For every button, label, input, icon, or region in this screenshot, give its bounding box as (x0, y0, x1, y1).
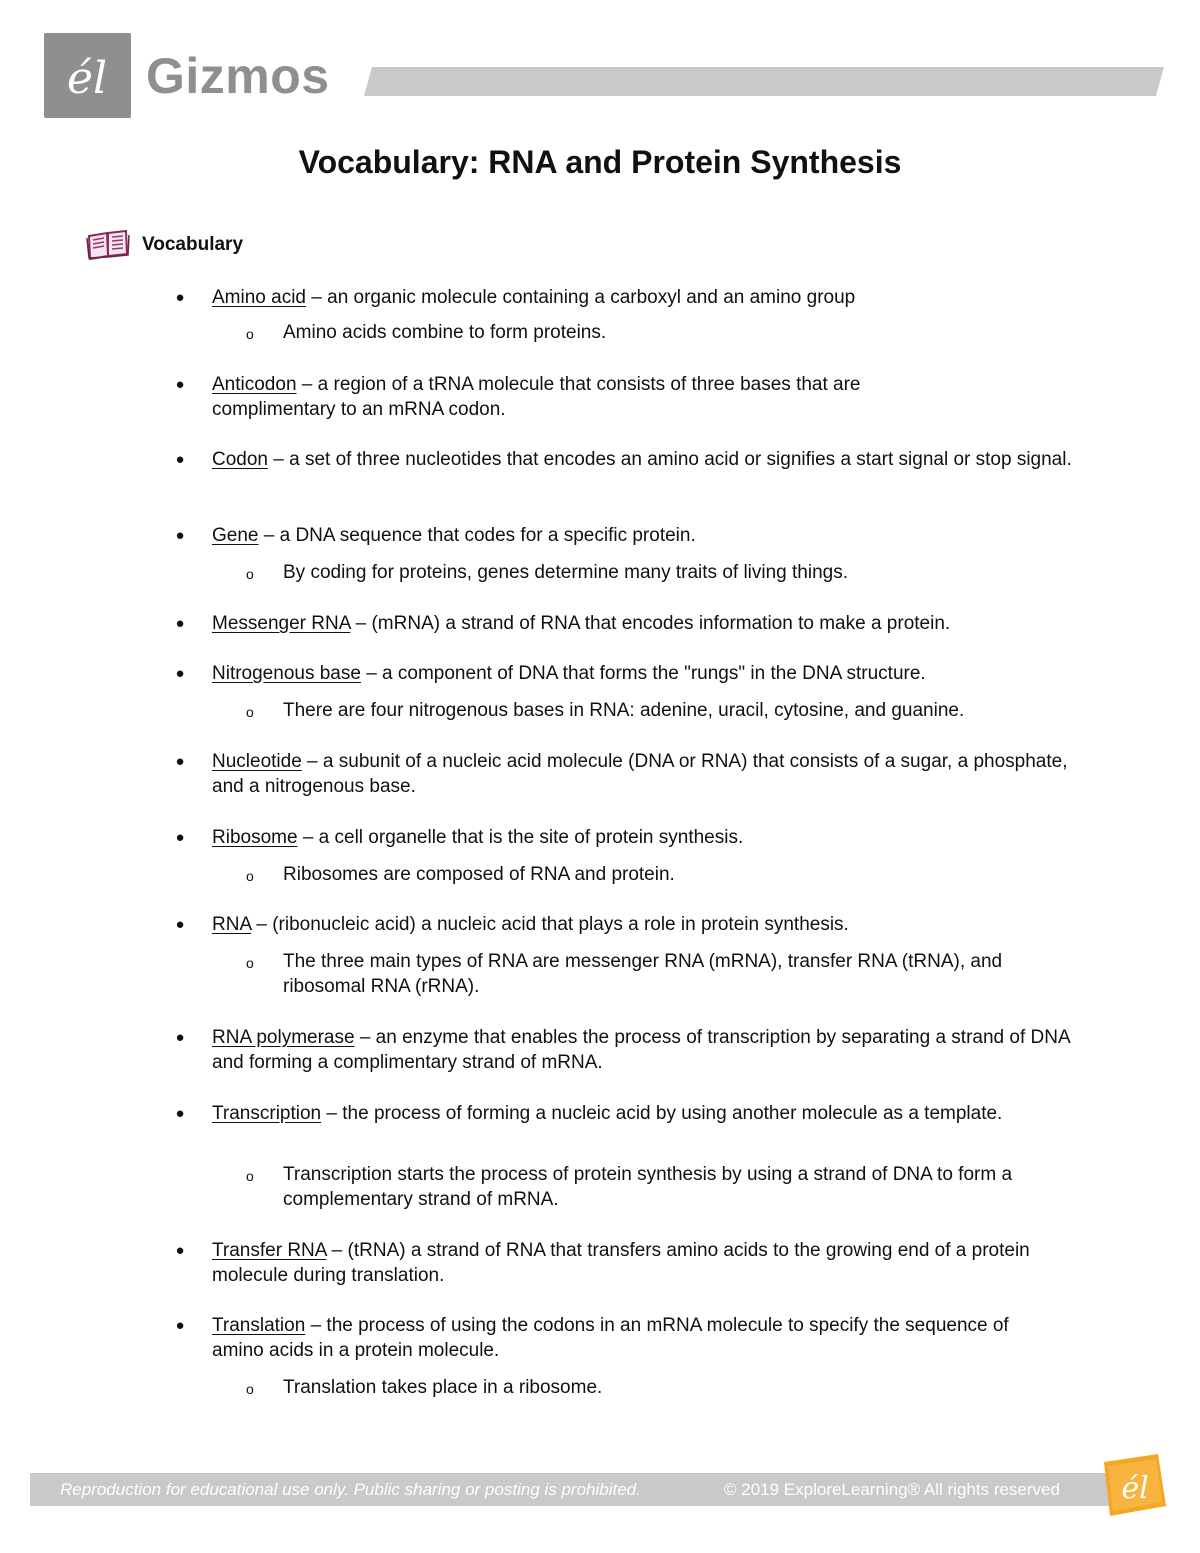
sub-bullet-icon: o (246, 704, 254, 720)
bullet-icon: ● (175, 916, 185, 933)
definition: – an organic molecule containing a carboxyl and an amino group (306, 287, 856, 308)
term: Anticodon (212, 374, 297, 395)
term: Nucleotide (212, 751, 302, 772)
bullet-icon: ● (175, 1029, 185, 1046)
entry-text (212, 611, 1072, 636)
svg-text:él: él (1121, 1471, 1149, 1506)
definition: – the process of using the codons in an mRNA molecule to specify the sequence of amino acids in a protein molecule. (212, 1315, 1009, 1361)
bullet-icon: ● (175, 753, 185, 770)
term: Ribosome (212, 827, 298, 848)
bullet-icon: ● (175, 289, 185, 306)
footer-copyright: © 2019 ExploreLearning® All rights reserved (724, 1480, 1060, 1499)
sub-bullet-icon: o (246, 868, 254, 884)
entry-text (212, 1101, 1042, 1126)
term: Gene (212, 525, 259, 546)
note-text: Amino acids combine to form proteins. (283, 322, 607, 343)
bullet-icon: ● (175, 527, 185, 544)
sub-bullet-icon: o (246, 1381, 254, 1397)
entry-text (212, 1238, 1072, 1288)
explorelearning-logo-icon (44, 33, 131, 118)
note-text: Ribosomes are composed of RNA and protein. (283, 864, 675, 885)
entry-text (212, 749, 1072, 799)
entry-text (212, 372, 972, 422)
entry-text (212, 1025, 1072, 1075)
definition: – a cell organelle that is the site of protein synthesis. (297, 827, 744, 848)
brand-name: Gizmos (146, 48, 330, 104)
page-title: Vocabulary: RNA and Protein Synthesis (298, 144, 902, 180)
entry-text (212, 1313, 1022, 1363)
definition: – (ribonucleic acid) a nucleic acid that plays a role in protein synthesis. (251, 914, 849, 935)
term: Nitrogenous base (212, 663, 361, 684)
note-text: There are four nitrogenous bases in RNA: adenine, uracil, cytosine, and guanine. (283, 700, 965, 721)
definition: – a DNA sequence that codes for a specific protein. (258, 525, 696, 546)
entry-text (212, 523, 1072, 548)
header-bar (364, 67, 1164, 96)
sub-bullet-icon: o (246, 326, 254, 342)
term: Codon (212, 449, 268, 470)
explorelearning-footer-logo-icon (1098, 1452, 1168, 1518)
definition: – a component of DNA that forms the "rungs" in the DNA structure. (360, 663, 926, 684)
sub-bullet-icon: o (246, 1168, 254, 1184)
term: Amino acid (212, 287, 306, 308)
entry-text (212, 661, 1072, 686)
note-text: Translation takes place in a ribosome. (283, 1377, 603, 1398)
section-heading (86, 230, 243, 260)
definition: – (tRNA) a strand of RNA that transfers amino acids to the growing end of a protein molecule during translation. (212, 1240, 1030, 1286)
term: RNA (212, 914, 252, 935)
sub-bullet-icon: o (246, 566, 254, 582)
term: Transcription (212, 1103, 322, 1124)
book-icon (86, 230, 130, 260)
entry-text (212, 912, 1072, 937)
svg-text:él: él (66, 53, 108, 104)
term: Messenger RNA (212, 613, 351, 634)
sub-bullet-icon: o (246, 955, 254, 971)
definition: – the process of forming a nucleic acid by using another molecule as a template. (321, 1103, 1003, 1124)
definition: – a subunit of a nucleic acid molecule (DNA or RNA) that consists of a sugar, a phosphate, and a nitrogenous base. (212, 751, 1068, 797)
bullet-icon: ● (175, 451, 185, 468)
bullet-icon: ● (175, 665, 185, 682)
footer-notice: Reproduction for educational use only. Public sharing or posting is prohibited. (60, 1480, 641, 1499)
note-text: Transcription starts the process of protein synthesis by using a strand of DNA to form a complementary strand of mRNA. (283, 1164, 1013, 1210)
definition: – (mRNA) a strand of RNA that encodes information to make a protein. (350, 613, 951, 634)
term: Translation (212, 1315, 306, 1336)
section-label: Vocabulary (142, 234, 244, 255)
gizmos-logo (44, 33, 131, 118)
bullet-icon: ● (175, 1317, 185, 1334)
bullet-icon: ● (175, 615, 185, 632)
entry-text (212, 447, 1072, 472)
definition: – a region of a tRNA molecule that consists of three bases that are complimentary to an mRNA codon. (212, 374, 861, 420)
note-text: By coding for proteins, genes determine many traits of living things. (283, 562, 849, 583)
bullet-icon: ● (175, 376, 185, 393)
definition: – an enzyme that enables the process of transcription by separating a strand of DNA and forming a complimentary strand of mRNA. (212, 1027, 1070, 1073)
definition: – a set of three nucleotides that encodes an amino acid or signifies a start signal or stop signal. (268, 449, 1072, 470)
entry-text (212, 285, 1072, 310)
bullet-icon: ● (175, 1242, 185, 1259)
term: Transfer RNA (212, 1240, 327, 1261)
entry-text (212, 825, 1072, 850)
bullet-icon: ● (175, 829, 185, 846)
term: RNA polymerase (212, 1027, 355, 1048)
bullet-icon: ● (175, 1105, 185, 1122)
note-text: The three main types of RNA are messenger RNA (mRNA), transfer RNA (tRNA), and ribosomal RNA (rRNA). (283, 951, 1003, 997)
